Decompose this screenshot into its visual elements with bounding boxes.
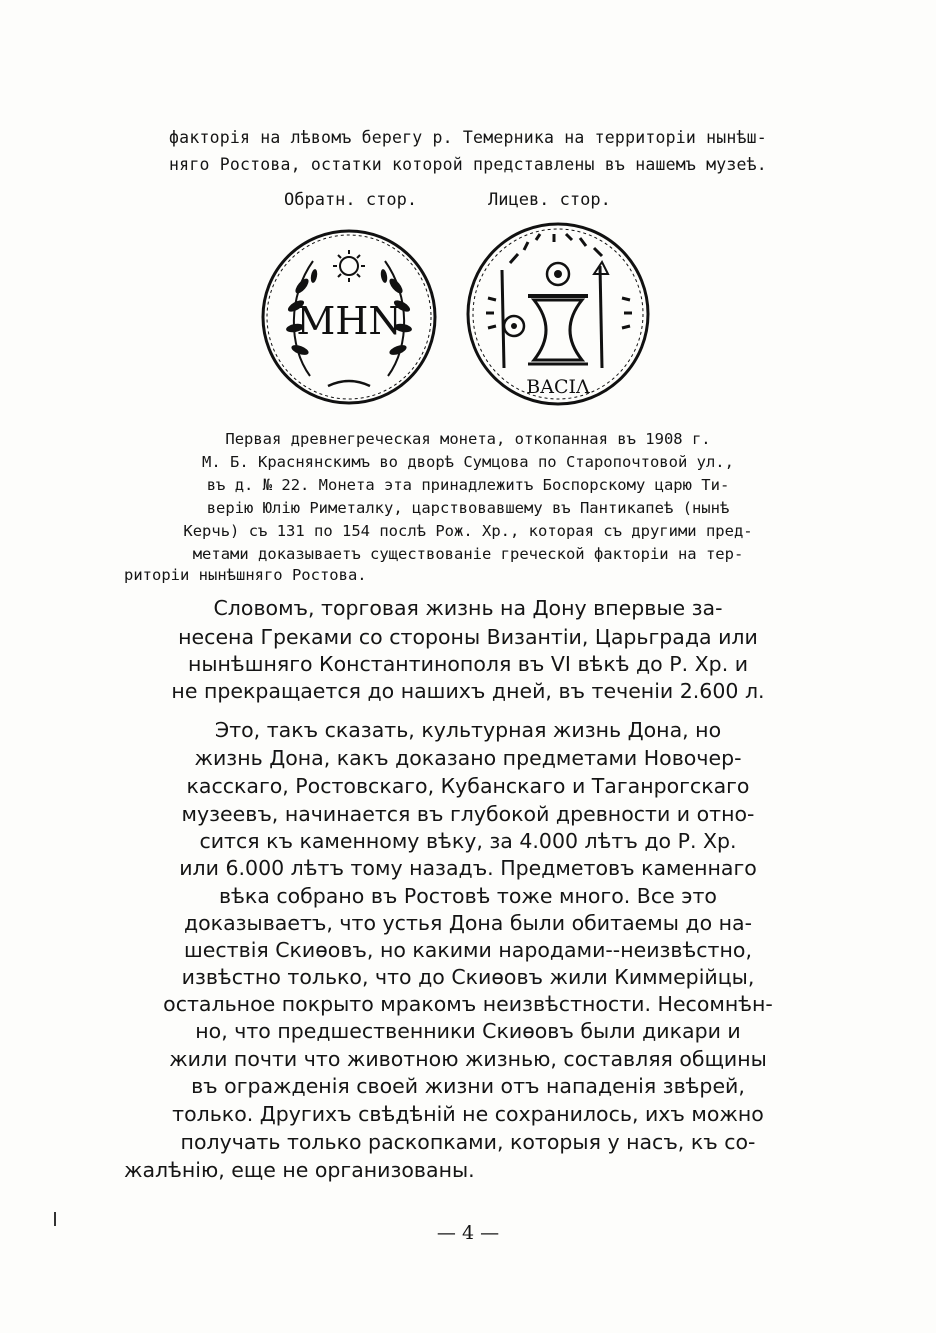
paragraph-line: доказываетъ, что устья Дона были обитаемы до на- bbox=[183, 911, 753, 935]
paragraph-line: или 6.000 лѣтъ тому назадъ. Предметовъ каменнаго bbox=[179, 856, 757, 880]
paragraph-line: вѣка собрано въ Ростовѣ тоже много. Все это bbox=[219, 884, 717, 908]
obverse-coin-legend: ΒΑCIΛ bbox=[526, 376, 590, 398]
caption-line: верію Юлію Риметалку, царствовавшему въ Пантикапеѣ (нынѣ bbox=[206, 499, 730, 517]
paragraph-line: только. Другихъ свѣдѣній не сохранилось, ихъ можно bbox=[172, 1102, 764, 1126]
caption-line: метами доказываетъ существованіе греческой факторіи на тер- bbox=[192, 545, 744, 563]
paragraph-line: шествія Скиѳовъ, но какими народами--неизвѣстно, bbox=[184, 938, 752, 962]
paragraph-line: сится къ каменному вѣку, за 4.000 лѣтъ до Р. Хр. bbox=[199, 829, 737, 853]
caption-line: въ д. № 22. Монета эта принадлежитъ Боспорскому царю Ти- bbox=[206, 476, 730, 494]
reverse-coin-inscription: MHN bbox=[296, 299, 402, 343]
paragraph-line: нынѣшняго Константинополя въ VI вѣкѣ до Р. Хр. и bbox=[187, 652, 749, 676]
intro-line: няго Ростова, остатки которой представлены въ нашемъ музеѣ. bbox=[169, 155, 767, 174]
caption-line: риторіи нынѣшняго Ростова. bbox=[124, 566, 367, 584]
caption-line: М. Б. Краснянскимъ во дворѣ Сумцова по Старопочтовой ул., bbox=[202, 453, 734, 471]
paragraph-line: жизнь Дона, какъ доказано предметами Новочер- bbox=[194, 746, 742, 770]
obverse-side-label: Лицев. стор. bbox=[488, 190, 611, 210]
paragraph-line: не прекращается до нашихъ дней, въ теченіи 2.600 л. bbox=[171, 679, 765, 703]
paragraph-line: несена Греками со стороны Византіи, Царьграда или bbox=[178, 625, 758, 649]
paragraph-line: получать только раскопками, которыя у насъ, къ со- bbox=[180, 1130, 756, 1154]
paragraph-line: жили почти что животною жизнью, составляя общины bbox=[169, 1047, 767, 1071]
reverse-side-label: Обратн. стор. bbox=[284, 190, 418, 210]
page-number: — 4 — bbox=[436, 1222, 500, 1244]
paragraph-line: Это, такъ сказать, культурная жизнь Дона, но bbox=[214, 718, 722, 742]
paragraph-line: музеевъ, начинается въ глубокой древности и отно- bbox=[181, 802, 755, 826]
paragraph-line: въ огражденія своей жизни отъ нападенія звѣрей, bbox=[191, 1074, 745, 1098]
paragraph-line: извѣстно только, что до Скиѳовъ жили Киммерійцы, bbox=[181, 965, 755, 989]
paragraph-line: касскаго, Ростовскаго, Кубанскаго и Таганрогскаго bbox=[186, 774, 750, 798]
caption-line: Первая древнегреческая монета, откопанная въ 1908 г. bbox=[225, 430, 711, 448]
caption-line: Керчь) съ 131 по 154 послѣ Рож. Хр., которая съ другими пред- bbox=[183, 522, 753, 540]
paragraph-line: но, что предшественники Скиѳовъ были дикари и bbox=[195, 1019, 741, 1043]
reverse-coin-illustration bbox=[258, 226, 440, 408]
paragraph-line: остальное покрыто мракомъ неизвѣстности. Несомнѣн- bbox=[163, 992, 773, 1016]
obverse-coin-illustration bbox=[462, 218, 654, 410]
paragraph-line: жалѣнію, еще не организованы. bbox=[124, 1158, 475, 1182]
paragraph-line: Словомъ, торговая жизнь на Дону впервые за- bbox=[213, 596, 723, 620]
intro-line: факторія на лѣвомъ берегу р. Темерника на территоріи нынѣш- bbox=[169, 128, 767, 147]
